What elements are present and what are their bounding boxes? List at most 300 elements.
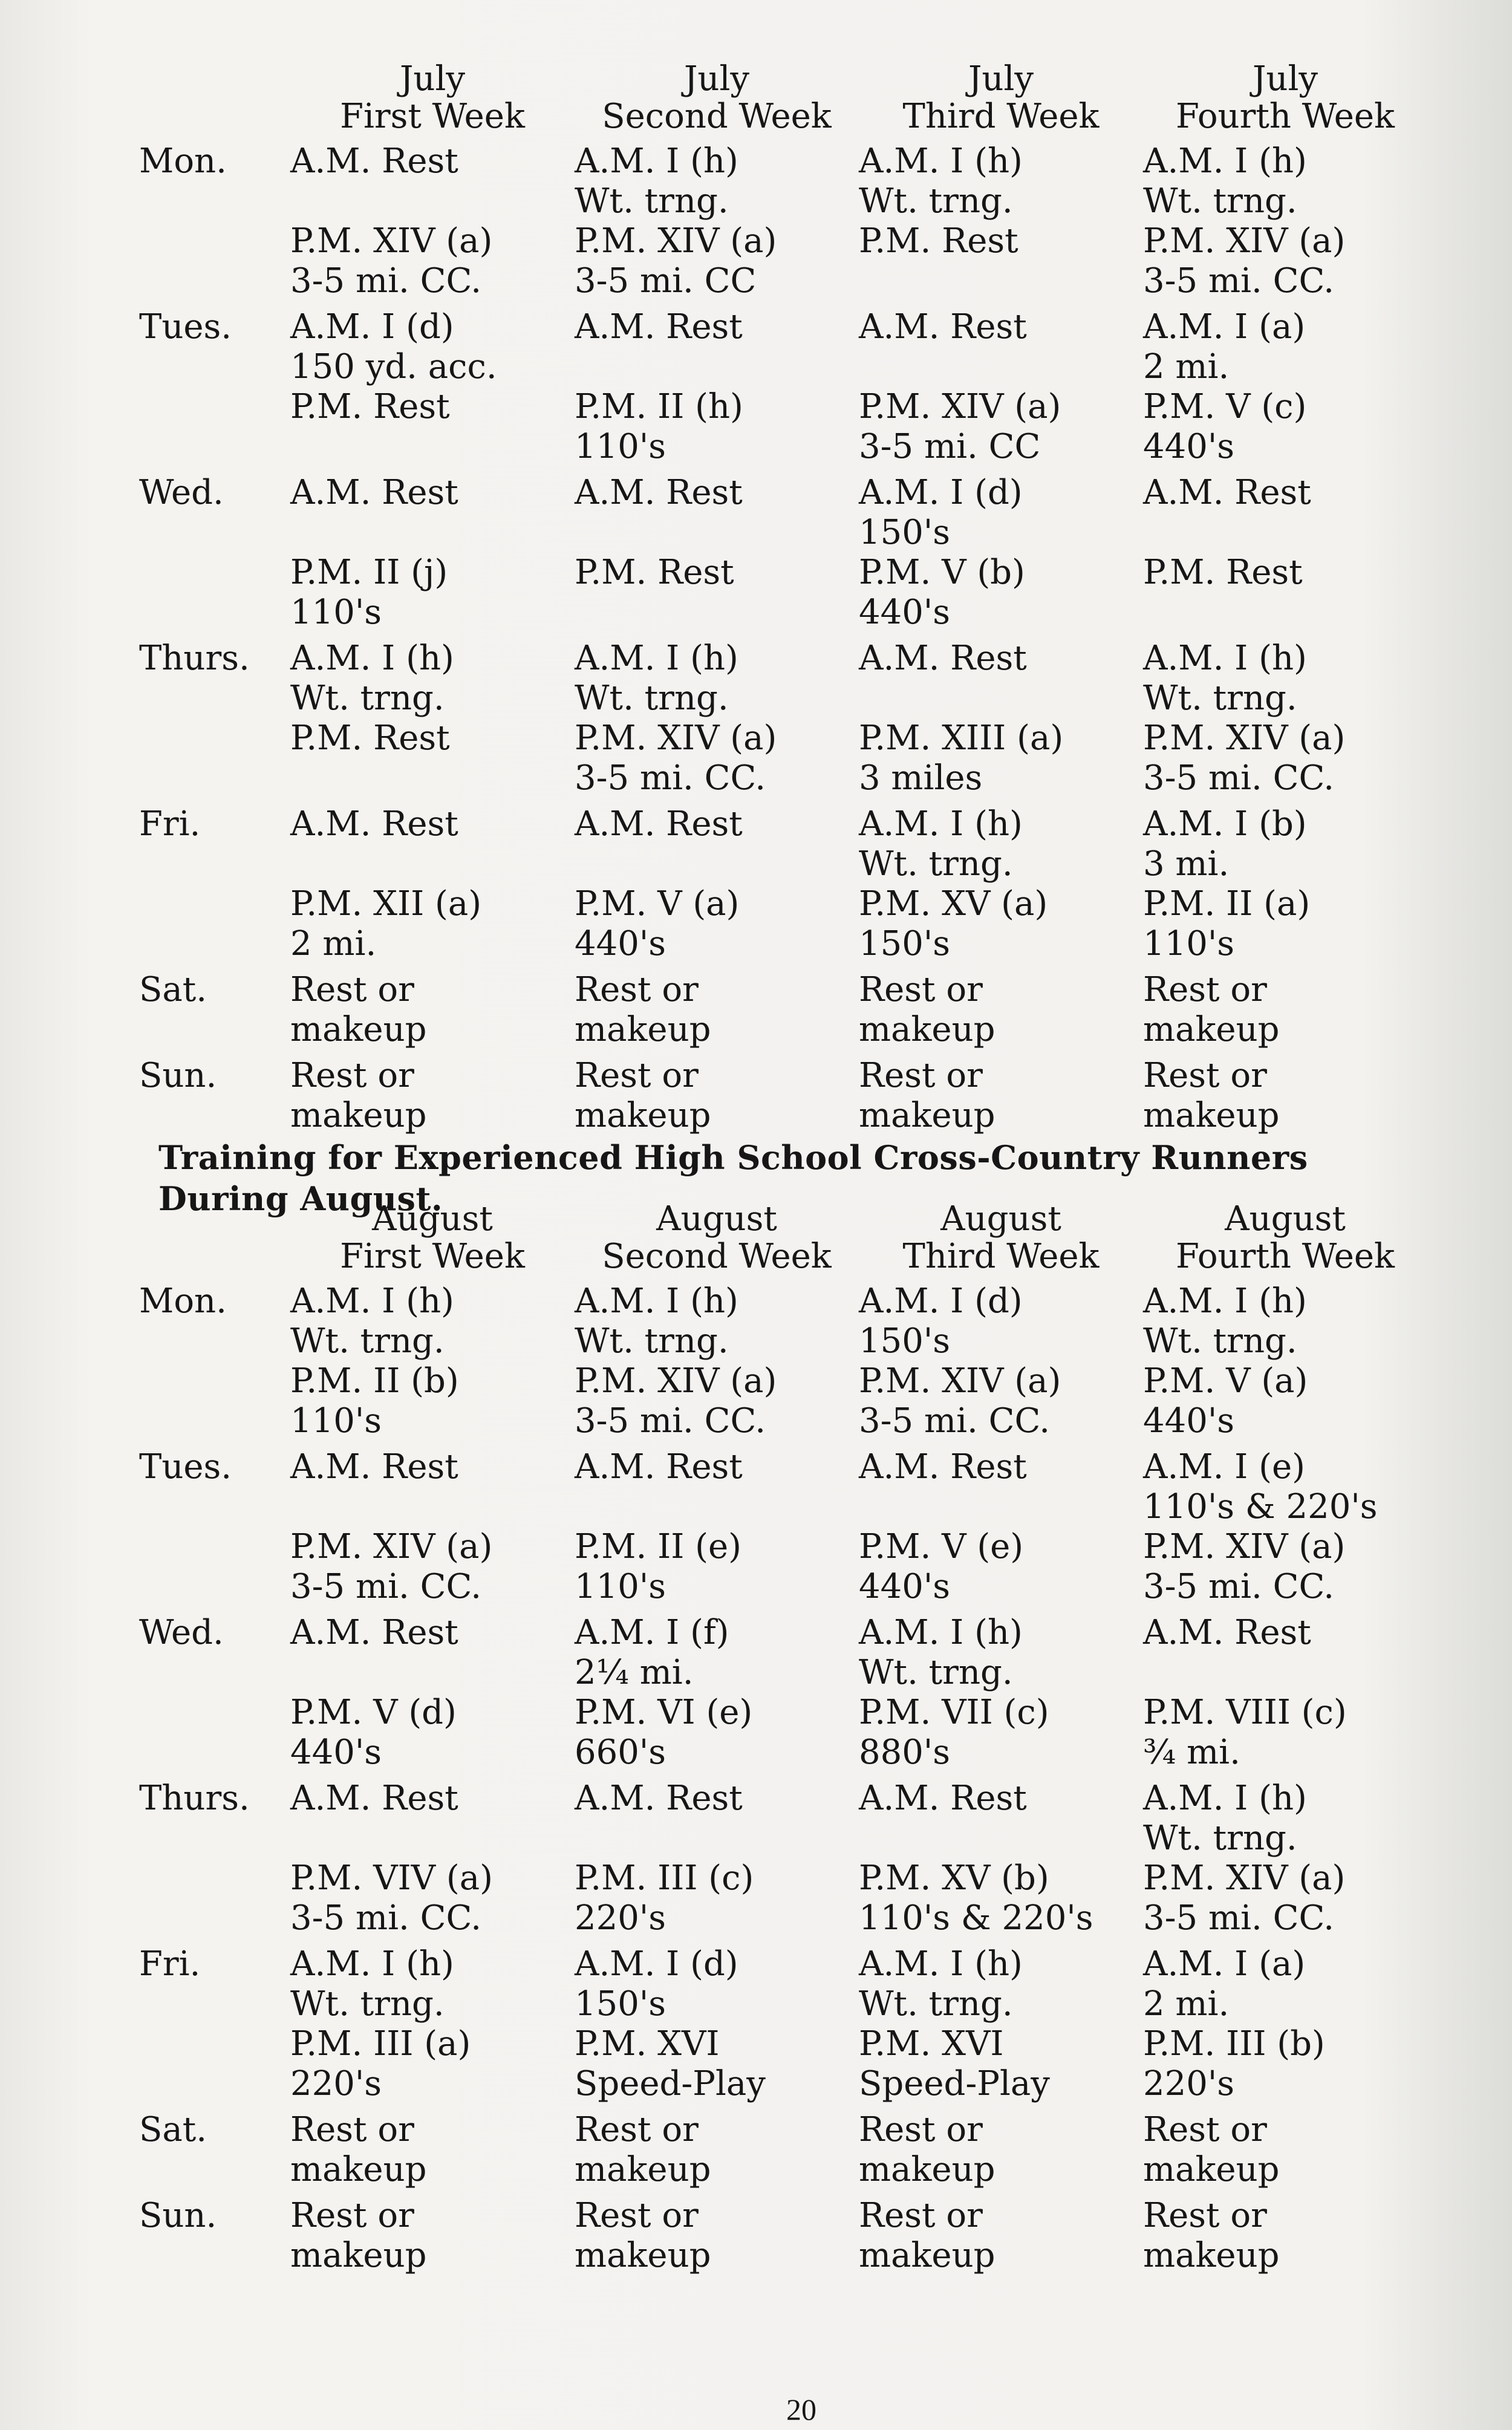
- schedule-entry: 3-5 mi. CC.: [290, 1898, 482, 1938]
- schedule-cell: [575, 964, 859, 1050]
- schedule-entry: A.M. I (h): [575, 1282, 738, 1321]
- day-row: [139, 2104, 1427, 2190]
- schedule-entry: P.M. III (b): [1143, 2024, 1325, 2064]
- schedule-entry: P.M. VII (c): [859, 1693, 1049, 1732]
- schedule-entry: A.M. I (a): [1143, 307, 1306, 347]
- schedule-entry: P.M. XIV (a): [1143, 718, 1346, 758]
- schedule-entry: 660's: [575, 1733, 666, 1772]
- schedule-entry: P.M. Rest: [859, 221, 1018, 261]
- schedule-entry: 2 mi.: [290, 924, 377, 963]
- schedule-entry: A.M. Rest: [290, 804, 458, 844]
- week-header-month: July: [683, 59, 750, 99]
- schedule-cell: [859, 2190, 1143, 2276]
- page-number: 20: [786, 2393, 816, 2426]
- day-label: Tues.: [139, 1447, 232, 1487]
- week-header-week: Third Week: [902, 97, 1100, 136]
- week-header-week: First Week: [340, 97, 525, 136]
- schedule-entry: A.M. I (b): [1143, 804, 1307, 844]
- schedule-entry: A.M. Rest: [290, 1447, 458, 1487]
- schedule-entry: 3-5 mi. CC.: [290, 1567, 482, 1606]
- week-header-month: August: [940, 1199, 1061, 1239]
- schedule-cell: [290, 633, 575, 798]
- schedule-cell: [859, 964, 1143, 1050]
- schedule-cell: [859, 633, 1143, 798]
- day-label: Sat.: [139, 2110, 207, 2149]
- schedule-entry: makeup: [1143, 1010, 1280, 1049]
- schedule-entry: Wt. trng.: [575, 679, 729, 718]
- week-header-row: [139, 1200, 1427, 1275]
- schedule-entry: 440's: [575, 924, 666, 963]
- schedule-entry: A.M. I (h): [859, 804, 1023, 844]
- schedule-entry: 110's & 220's: [1143, 1487, 1378, 1526]
- schedule-cell: [1143, 1938, 1427, 2104]
- schedule-entry: Rest or: [859, 1056, 983, 1095]
- schedule-entry: 3-5 mi. CC.: [1143, 758, 1335, 798]
- schedule-entry: P.M. II (h): [575, 387, 743, 426]
- schedule-cell: [1143, 1607, 1427, 1773]
- schedule-entry: Wt. trng.: [859, 844, 1013, 884]
- day-label: Tues.: [139, 307, 232, 347]
- schedule-entry: Wt. trng.: [1143, 181, 1297, 221]
- schedule-entry: 440's: [859, 593, 951, 632]
- schedule-entry: 150's: [859, 1321, 951, 1361]
- day-header-blank: [139, 1200, 290, 1275]
- week-header-week: First Week: [340, 1237, 525, 1276]
- schedule-entry: makeup: [1143, 2236, 1280, 2275]
- schedule-cell: [859, 467, 1143, 633]
- schedule-entry: P.M. VIV (a): [290, 1858, 493, 1898]
- schedule-entry: P.M. II (a): [1143, 884, 1311, 923]
- schedule-entry: 150's: [859, 513, 951, 552]
- schedule-entry: makeup: [290, 1096, 427, 1135]
- schedule-entry: P.M. XIV (a): [1143, 1858, 1346, 1898]
- schedule-entry: 110's: [575, 1567, 666, 1606]
- schedule-entry: P.M. XIV (a): [575, 1361, 777, 1401]
- schedule-entry: makeup: [575, 1096, 711, 1135]
- schedule-cell: [1143, 1441, 1427, 1607]
- schedule-entry: P.M. XV (b): [859, 1858, 1049, 1898]
- schedule-entry: 110's: [1143, 924, 1235, 963]
- schedule-entry: Rest or: [1143, 2110, 1267, 2149]
- schedule-entry: P.M. V (c): [1143, 387, 1307, 426]
- schedule-entry: P.M. XIV (a): [575, 221, 777, 261]
- day-label: Mon.: [139, 1282, 227, 1321]
- schedule-cell: [290, 1275, 575, 1441]
- week-header-week: Second Week: [602, 1237, 832, 1276]
- schedule-cell: [1143, 1773, 1427, 1938]
- schedule-entry: makeup: [859, 2236, 996, 2275]
- week-header-month: July: [399, 59, 466, 99]
- schedule-entry: P.M. II (j): [290, 553, 448, 592]
- schedule-cell: [575, 633, 859, 798]
- week-header: [859, 60, 1143, 135]
- schedule-entry: 3-5 mi. CC: [859, 427, 1041, 466]
- schedule-entry: 110's: [290, 593, 382, 632]
- schedule-entry: A.M. Rest: [575, 1779, 743, 1818]
- schedule-entry: 3-5 mi. CC.: [859, 1401, 1051, 1441]
- schedule-cell: [290, 135, 575, 301]
- schedule-cell: [290, 467, 575, 633]
- schedule-entry: P.M. Rest: [575, 553, 734, 592]
- schedule-spacer: [290, 1487, 575, 1527]
- schedule-entry: 150's: [575, 1984, 666, 2024]
- schedule-spacer: [575, 347, 859, 387]
- day-row: [139, 1607, 1427, 1773]
- schedule-entry: A.M. I (a): [1143, 1944, 1306, 1984]
- schedule-cell: [290, 1441, 575, 1607]
- week-header-week: Third Week: [902, 1237, 1100, 1276]
- schedule-cell: [1143, 633, 1427, 798]
- schedule-entry: 220's: [1143, 2064, 1235, 2103]
- schedule-entry: Rest or: [575, 970, 699, 1009]
- schedule-entry: A.M. I (d): [859, 1282, 1023, 1321]
- schedule-entry: Rest or: [575, 1056, 699, 1095]
- schedule-cell: [290, 964, 575, 1050]
- schedule-entry: A.M. I (h): [1143, 1282, 1307, 1321]
- schedule-entry: A.M. I (d): [575, 1944, 738, 1984]
- schedule-entry: A.M. Rest: [290, 473, 458, 512]
- schedule-cell: [290, 2190, 575, 2276]
- schedule-cell: [290, 1773, 575, 1938]
- schedule-cell: [575, 1275, 859, 1441]
- schedule-entry: Wt. trng.: [1143, 1321, 1297, 1361]
- schedule-spacer: [859, 347, 1143, 387]
- day-row: [139, 1275, 1427, 1441]
- schedule-entry: 440's: [859, 1567, 951, 1606]
- schedule-entry: Rest or: [1143, 970, 1267, 1009]
- day-row: [139, 633, 1427, 798]
- schedule-entry: A.M. Rest: [290, 1779, 458, 1818]
- schedule-entry: A.M. I (h): [1143, 1779, 1307, 1818]
- schedule-entry: Rest or: [290, 1056, 414, 1095]
- week-header-row: [139, 60, 1427, 135]
- schedule-entry: Wt. trng.: [290, 1984, 445, 2024]
- schedule-cell: [575, 1050, 859, 1136]
- day-row: [139, 798, 1427, 964]
- schedule-entry: 110's: [575, 427, 666, 466]
- schedule-entry: A.M. Rest: [575, 307, 743, 347]
- schedule-entry: P.M. III (a): [290, 2024, 471, 2064]
- schedule-entry: A.M. I (f): [575, 1613, 729, 1652]
- schedule-cell: [859, 135, 1143, 301]
- schedule-entry: makeup: [859, 2150, 996, 2189]
- schedule-entry: A.M. I (h): [1143, 142, 1307, 181]
- schedule-spacer: [1143, 513, 1427, 553]
- schedule-entry: P.M. VIII (c): [1143, 1693, 1347, 1732]
- schedule-entry: Wt. trng.: [859, 1984, 1013, 2024]
- schedule-cell: [1143, 467, 1427, 633]
- week-header: [575, 1200, 859, 1275]
- schedule-entry: 220's: [290, 2064, 382, 2103]
- week-header-week: Second Week: [602, 97, 832, 136]
- day-row: [139, 2190, 1427, 2276]
- schedule-spacer: [290, 844, 575, 884]
- schedule-entry: P.M. V (b): [859, 553, 1025, 592]
- schedule-entry: 440's: [1143, 1401, 1235, 1441]
- schedule-entry: 3-5 mi. CC.: [1143, 1898, 1335, 1938]
- schedule-cell: [859, 1050, 1143, 1136]
- schedule-cell: [859, 1607, 1143, 1773]
- schedule-entry: Wt. trng.: [575, 181, 729, 221]
- schedule-entry: P.M. V (e): [859, 1527, 1024, 1566]
- schedule-entry: P.M. Rest: [290, 718, 450, 758]
- schedule-entry: P.M. XIV (a): [859, 387, 1061, 426]
- schedule-cell: [290, 1938, 575, 2104]
- schedule-entry: P.M. XII (a): [290, 884, 482, 923]
- schedule-entry: 150 yd. acc.: [290, 347, 497, 386]
- schedule-entry: A.M. Rest: [859, 1447, 1027, 1487]
- schedule-entry: P.M. Rest: [290, 387, 450, 426]
- schedule-cell: [859, 2104, 1143, 2190]
- schedule-entry: 3-5 mi. CC.: [575, 758, 766, 798]
- schedule-spacer: [290, 513, 575, 553]
- schedule-cell: [859, 1441, 1143, 1607]
- schedule-cell: [575, 135, 859, 301]
- week-header-week: Fourth Week: [1176, 97, 1395, 136]
- schedule-cell: [290, 1607, 575, 1773]
- schedule-entry: A.M. Rest: [575, 1447, 743, 1487]
- schedule-cell: [1143, 301, 1427, 467]
- schedule-entry: Wt. trng.: [859, 1653, 1013, 1692]
- schedule-entry: 3-5 mi. CC.: [290, 261, 482, 301]
- schedule-spacer: [290, 181, 575, 221]
- schedule-entry: A.M. I (h): [290, 1282, 454, 1321]
- day-label: Sun.: [139, 1056, 217, 1095]
- schedule-entry: 150's: [859, 924, 951, 963]
- schedule-entry: 3 miles: [859, 758, 983, 798]
- schedule-cell: [575, 2190, 859, 2276]
- day-label: Mon.: [139, 142, 227, 181]
- week-header: [290, 60, 575, 135]
- schedule-entry: 440's: [290, 1733, 382, 1772]
- schedule-entry: Rest or: [1143, 1056, 1267, 1095]
- schedule-entry: makeup: [575, 2236, 711, 2275]
- week-header: [859, 1200, 1143, 1275]
- schedule-entry: Rest or: [575, 2110, 699, 2149]
- schedule-spacer: [859, 1487, 1143, 1527]
- day-label: Wed.: [139, 1613, 224, 1652]
- schedule-cell: [290, 1050, 575, 1136]
- schedule-entry: P.M. XIII (a): [859, 718, 1064, 758]
- schedule-entry: P.M. XV (a): [859, 884, 1048, 923]
- schedule-entry: makeup: [290, 2236, 427, 2275]
- schedule-cell: [290, 2104, 575, 2190]
- schedule-cell: [859, 1938, 1143, 2104]
- schedule-entry: P.M. VI (e): [575, 1693, 753, 1732]
- schedule-spacer: [575, 844, 859, 884]
- schedule-entry: P.M. XVI: [575, 2024, 720, 2064]
- schedule-entry: makeup: [575, 1010, 711, 1049]
- schedule-entry: Rest or: [1143, 2196, 1267, 2235]
- schedule-spacer: [290, 1653, 575, 1693]
- schedule-entry: P.M. XIV (a): [575, 718, 777, 758]
- schedule-entry: makeup: [290, 2150, 427, 2189]
- schedule-spacer: [1143, 1653, 1427, 1693]
- schedule-entry: Wt. trng.: [290, 679, 445, 718]
- schedule-entry: P.M. XVI: [859, 2024, 1004, 2064]
- schedule-entry: P.M. II (e): [575, 1527, 741, 1566]
- schedule-entry: Wt. trng.: [1143, 679, 1297, 718]
- schedule-entry: A.M. I (h): [859, 142, 1023, 181]
- day-row: [139, 1938, 1427, 2104]
- schedule-entry: P.M. V (d): [290, 1693, 457, 1732]
- schedule-entry: P.M. XIV (a): [1143, 1527, 1346, 1566]
- week-header-week: Fourth Week: [1176, 1237, 1395, 1276]
- schedule-cell: [1143, 135, 1427, 301]
- schedule-spacer: [575, 513, 859, 553]
- schedule-entry: makeup: [575, 2150, 711, 2189]
- schedule-entry: Wt. trng.: [1143, 1819, 1297, 1858]
- day-row: [139, 1773, 1427, 1938]
- schedule-entry: P.M. XIV (a): [290, 1527, 493, 1566]
- schedule-entry: ¾ mi.: [1143, 1733, 1240, 1772]
- schedule-entry: A.M. Rest: [859, 1779, 1027, 1818]
- week-header: [1143, 1200, 1427, 1275]
- schedule-cell: [859, 1275, 1143, 1441]
- schedule-entry: P.M. XIV (a): [859, 1361, 1061, 1401]
- day-label: Wed.: [139, 473, 224, 512]
- schedule-cell: [859, 301, 1143, 467]
- schedule-entry: A.M. I (d): [859, 473, 1023, 512]
- day-row: [139, 301, 1427, 467]
- schedule-entry: 3 mi.: [1143, 844, 1230, 884]
- schedule-entry: A.M. Rest: [1143, 473, 1311, 512]
- schedule-entry: P.M. III (c): [575, 1858, 754, 1898]
- schedule-cell: [575, 301, 859, 467]
- schedule-entry: 3-5 mi. CC.: [575, 1401, 766, 1441]
- schedule-entry: A.M. Rest: [859, 639, 1027, 678]
- schedule-entry: P.M. II (b): [290, 1361, 459, 1401]
- schedule-cell: [575, 1938, 859, 2104]
- day-label: Thurs.: [139, 1779, 250, 1818]
- schedule-entry: P.M. V (a): [1143, 1361, 1308, 1401]
- schedule-entry: A.M. I (h): [1143, 639, 1307, 678]
- schedule-entry: Speed-Play: [859, 2064, 1050, 2103]
- schedule-cell: [575, 2104, 859, 2190]
- schedule-entry: makeup: [859, 1010, 996, 1049]
- schedule-cell: [575, 1607, 859, 1773]
- schedule-spacer: [290, 1819, 575, 1858]
- schedule-entry: 440's: [1143, 427, 1235, 466]
- schedule-entry: A.M. I (h): [575, 639, 738, 678]
- schedule-cell: [575, 1773, 859, 1938]
- schedule-entry: A.M. I (d): [290, 307, 454, 347]
- schedule-spacer: [859, 1819, 1143, 1858]
- schedule-entry: A.M. Rest: [1143, 1613, 1311, 1652]
- day-label: Sun.: [139, 2196, 217, 2235]
- day-label: Fri.: [139, 1944, 201, 1984]
- schedule-cell: [859, 798, 1143, 964]
- august-schedule-table: [139, 1200, 1427, 2276]
- schedule-entry: 880's: [859, 1733, 951, 1772]
- day-row: [139, 964, 1427, 1050]
- schedule-cell: [575, 798, 859, 964]
- schedule-entry: A.M. I (h): [290, 639, 454, 678]
- day-header-blank: [139, 60, 290, 135]
- schedule-entry: 110's: [290, 1401, 382, 1441]
- schedule-cell: [1143, 798, 1427, 964]
- schedule-entry: 3-5 mi. CC.: [1143, 261, 1335, 301]
- day-label: Thurs.: [139, 639, 250, 678]
- schedule-entry: A.M. I (h): [859, 1613, 1023, 1652]
- schedule-entry: A.M. Rest: [290, 142, 458, 181]
- day-row: [139, 467, 1427, 633]
- schedule-entry: 2 mi.: [1143, 347, 1230, 386]
- july-schedule-table: [139, 60, 1427, 1136]
- schedule-entry: Speed-Play: [575, 2064, 766, 2103]
- schedule-entry: A.M. I (h): [290, 1944, 454, 1984]
- schedule-entry: makeup: [290, 1010, 427, 1049]
- day-label: Fri.: [139, 804, 201, 844]
- week-header-month: July: [968, 59, 1034, 99]
- schedule-entry: P.M. Rest: [1143, 553, 1303, 592]
- schedule-entry: 3-5 mi. CC.: [1143, 1567, 1335, 1606]
- schedule-entry: Rest or: [859, 970, 983, 1009]
- schedule-entry: A.M. Rest: [575, 804, 743, 844]
- schedule-entry: A.M. I (e): [1143, 1447, 1305, 1487]
- schedule-cell: [1143, 2104, 1427, 2190]
- schedule-entry: Rest or: [290, 2196, 414, 2235]
- schedule-cell: [290, 798, 575, 964]
- schedule-cell: [1143, 964, 1427, 1050]
- schedule-entry: A.M. Rest: [575, 473, 743, 512]
- schedule-entry: Rest or: [290, 2110, 414, 2149]
- schedule-entry: A.M. Rest: [290, 1613, 458, 1652]
- schedule-cell: [1143, 1050, 1427, 1136]
- week-header: [1143, 60, 1427, 135]
- schedule-entry: A.M. I (h): [575, 142, 738, 181]
- schedule-entry: A.M. I (h): [859, 1944, 1023, 1984]
- schedule-entry: Rest or: [859, 2196, 983, 2235]
- schedule-entry: makeup: [1143, 2150, 1280, 2189]
- schedule-entry: 2 mi.: [1143, 1984, 1230, 2024]
- schedule-entry: Wt. trng.: [290, 1321, 445, 1361]
- august-section-heading: Training for Experienced High School Cross-Country Runners During August.: [158, 1138, 1308, 1218]
- schedule-spacer: [575, 1487, 859, 1527]
- week-header-month: August: [372, 1199, 493, 1239]
- schedule-entry: Rest or: [859, 2110, 983, 2149]
- schedule-cell: [859, 1773, 1143, 1938]
- week-header: [575, 60, 859, 135]
- schedule-spacer: [575, 1819, 859, 1858]
- schedule-cell: [1143, 2190, 1427, 2276]
- schedule-entry: A.M. Rest: [859, 307, 1027, 347]
- day-row: [139, 1050, 1427, 1136]
- schedule-cell: [290, 301, 575, 467]
- schedule-entry: 220's: [575, 1898, 666, 1938]
- schedule-entry: makeup: [1143, 1096, 1280, 1135]
- schedule-entry: Wt. trng.: [575, 1321, 729, 1361]
- schedule-entry: makeup: [859, 1096, 996, 1135]
- schedule-entry: 2¼ mi.: [575, 1653, 694, 1692]
- schedule-entry: Rest or: [575, 2196, 699, 2235]
- schedule-cell: [575, 1441, 859, 1607]
- schedule-entry: Wt. trng.: [859, 181, 1013, 221]
- week-header: [290, 1200, 575, 1275]
- schedule-entry: P.M. V (a): [575, 884, 740, 923]
- schedule-cell: [1143, 1275, 1427, 1441]
- day-row: [139, 1441, 1427, 1607]
- schedule-entry: P.M. XIV (a): [1143, 221, 1346, 261]
- schedule-cell: [575, 467, 859, 633]
- day-row: [139, 135, 1427, 301]
- schedule-entry: P.M. XIV (a): [290, 221, 493, 261]
- week-header-month: August: [1225, 1199, 1346, 1239]
- schedule-spacer: [859, 679, 1143, 718]
- schedule-entry: 110's & 220's: [859, 1898, 1093, 1938]
- week-header-month: August: [656, 1199, 777, 1239]
- week-header-month: July: [1252, 59, 1318, 99]
